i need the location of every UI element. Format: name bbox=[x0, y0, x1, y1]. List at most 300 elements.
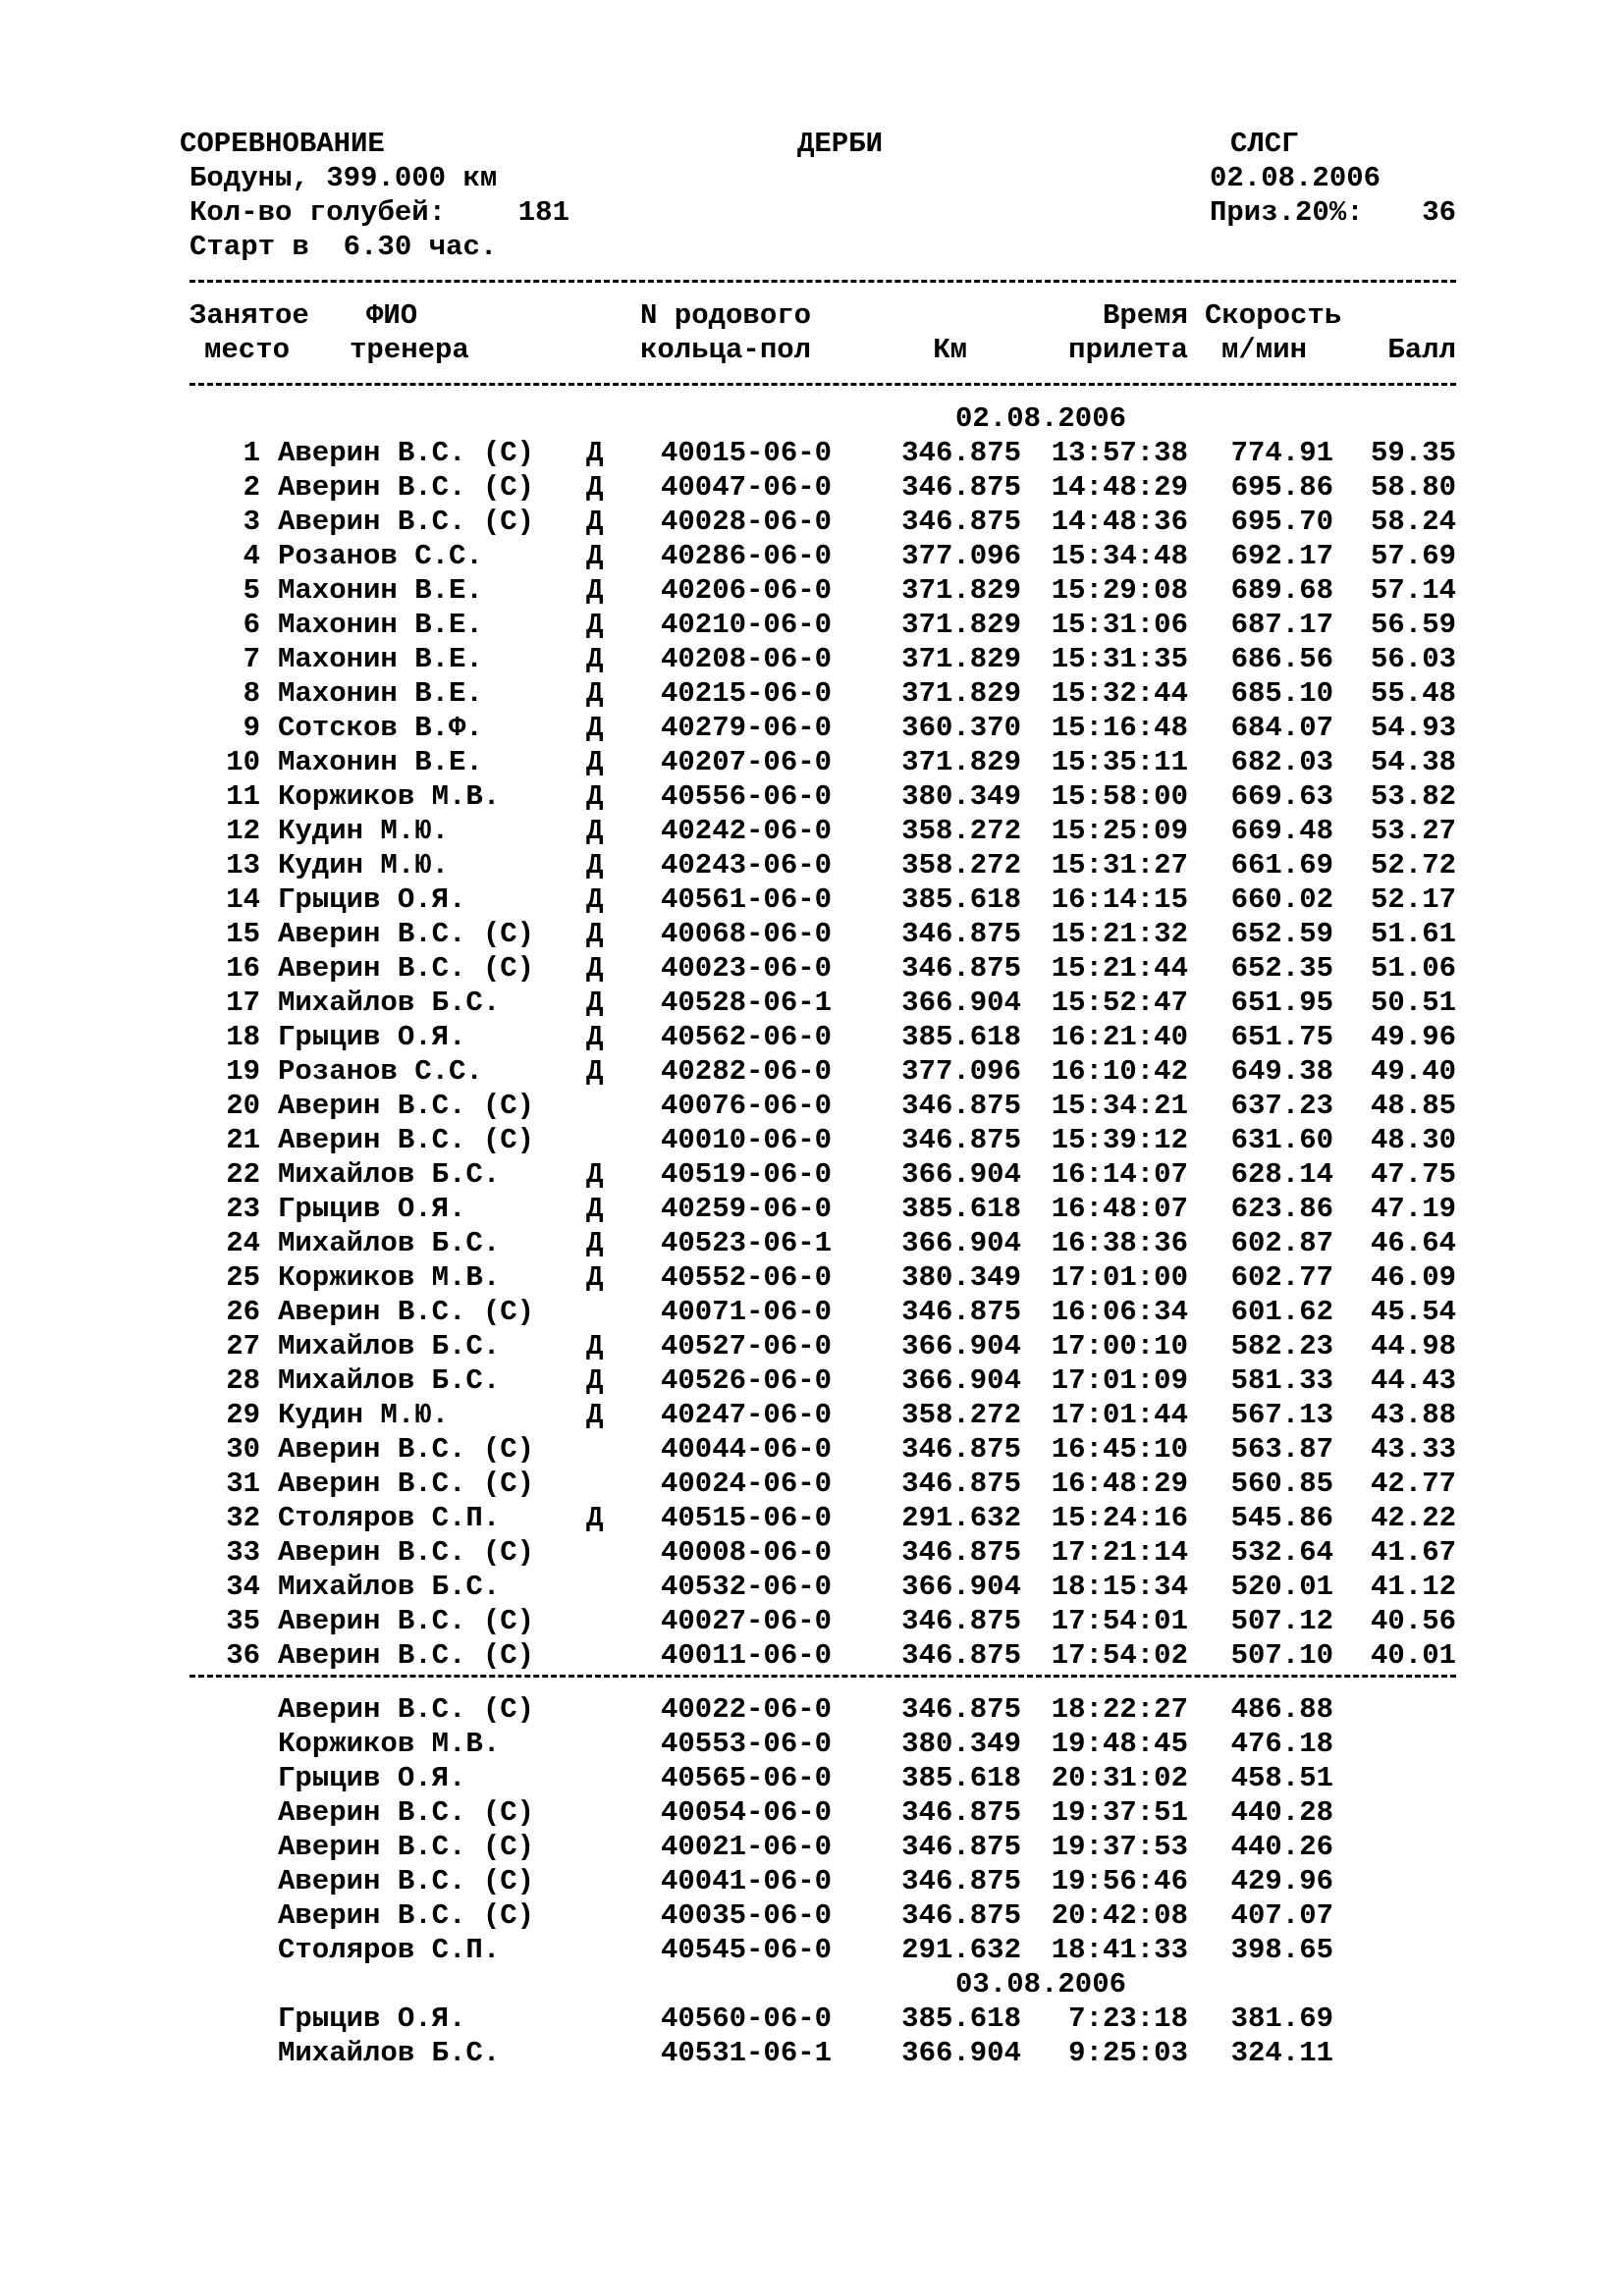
trainer-name-cell: Махонин В.Е. bbox=[278, 609, 483, 641]
sex-cell: Д bbox=[586, 780, 604, 813]
speed-cell: 685.10 bbox=[1230, 677, 1333, 710]
speed-cell: 649.38 bbox=[1230, 1055, 1333, 1088]
table-row bbox=[0, 1501, 1624, 1535]
speed-cell: 684.07 bbox=[1230, 712, 1333, 744]
sex-cell: Д bbox=[586, 677, 604, 710]
distance-cell: 371.829 bbox=[901, 609, 1021, 641]
sex-cell: Д bbox=[586, 987, 604, 1019]
arrival-time-cell: 17:00:10 bbox=[1051, 1330, 1188, 1362]
table-row bbox=[0, 2002, 1624, 2036]
distance-cell: 346.875 bbox=[901, 1693, 1021, 1726]
distance-cell: 346.875 bbox=[901, 952, 1021, 985]
speed-cell: 507.12 bbox=[1230, 1605, 1333, 1637]
points-cell: 57.69 bbox=[1370, 540, 1456, 572]
arrival-time-cell: 18:22:27 bbox=[1051, 1693, 1188, 1726]
date-group-day2: 03.08.2006 bbox=[954, 1968, 1127, 2001]
points-cell: 55.48 bbox=[1370, 677, 1456, 710]
col-place-l2: место bbox=[204, 334, 291, 366]
trainer-name-cell: Столяров С.П. bbox=[278, 1934, 501, 1966]
table-row bbox=[0, 986, 1624, 1020]
arrival-time-cell: 15:39:12 bbox=[1051, 1124, 1188, 1156]
ring-number-cell: 40523-06-1 bbox=[661, 1227, 833, 1259]
place-distance: Бодуны, 399.000 км bbox=[189, 162, 498, 194]
speed-cell: 652.35 bbox=[1230, 952, 1333, 985]
distance-cell: 291.632 bbox=[901, 1934, 1021, 1966]
arrival-time-cell: 18:15:34 bbox=[1051, 1571, 1188, 1603]
ring-number-cell: 40208-06-0 bbox=[661, 643, 833, 675]
distance-cell: 346.875 bbox=[901, 437, 1021, 469]
distance-cell: 366.904 bbox=[901, 1227, 1021, 1259]
table-row bbox=[0, 1089, 1624, 1123]
sex-cell: Д bbox=[586, 746, 604, 778]
trainer-name-cell: Аверин В.С. (С) bbox=[278, 1865, 535, 1897]
col-name-l1: ФИО bbox=[366, 299, 418, 332]
arrival-time-cell: 15:16:48 bbox=[1051, 712, 1188, 744]
sex-cell: Д bbox=[586, 849, 604, 881]
ring-number-cell: 40532-06-0 bbox=[661, 1571, 833, 1603]
table-row bbox=[0, 1020, 1624, 1054]
points-cell: 53.27 bbox=[1370, 815, 1456, 847]
sex-cell: Д bbox=[586, 540, 604, 572]
points-cell: 58.24 bbox=[1370, 506, 1456, 538]
place-cell: 19 bbox=[226, 1055, 260, 1088]
place-cell: 15 bbox=[226, 918, 260, 950]
table-row bbox=[0, 848, 1624, 882]
arrival-time-cell: 7:23:18 bbox=[1068, 2002, 1188, 2035]
distance-cell: 371.829 bbox=[901, 574, 1021, 607]
distance-cell: 358.272 bbox=[901, 849, 1021, 881]
points-cell: 44.98 bbox=[1370, 1330, 1456, 1362]
trainer-name-cell: Грыцив О.Я. bbox=[278, 1193, 466, 1225]
table-row bbox=[0, 676, 1624, 711]
place-cell: 28 bbox=[226, 1364, 260, 1397]
distance-cell: 371.829 bbox=[901, 746, 1021, 778]
speed-cell: 381.69 bbox=[1230, 2002, 1333, 2035]
col-time-l1: Время bbox=[1102, 299, 1188, 332]
arrival-time-cell: 15:35:11 bbox=[1051, 746, 1188, 778]
arrival-time-cell: 15:34:48 bbox=[1051, 540, 1188, 572]
table-row bbox=[0, 436, 1624, 470]
table-row bbox=[0, 1329, 1624, 1363]
trainer-name-cell: Коржиков М.В. bbox=[278, 1261, 501, 1294]
separator bbox=[189, 1675, 1456, 1678]
speed-cell: 407.07 bbox=[1230, 1899, 1333, 1932]
col-speed-l2: м/мин bbox=[1221, 334, 1308, 366]
competition-name: ДЕРБИ bbox=[797, 128, 884, 160]
distance-cell: 385.618 bbox=[901, 1193, 1021, 1225]
points-cell: 49.96 bbox=[1370, 1021, 1456, 1053]
speed-cell: 532.64 bbox=[1230, 1536, 1333, 1569]
points-cell: 57.14 bbox=[1370, 574, 1456, 607]
points-cell: 49.40 bbox=[1370, 1055, 1456, 1088]
trainer-name-cell: Грыцив О.Я. bbox=[278, 883, 466, 916]
arrival-time-cell: 15:25:09 bbox=[1051, 815, 1188, 847]
distance-cell: 377.096 bbox=[901, 540, 1021, 572]
arrival-time-cell: 15:31:06 bbox=[1051, 609, 1188, 641]
place-cell: 33 bbox=[226, 1536, 260, 1569]
place-cell: 24 bbox=[226, 1227, 260, 1259]
ring-number-cell: 40526-06-0 bbox=[661, 1364, 833, 1397]
trainer-name-cell: Аверин В.С. (С) bbox=[278, 1899, 535, 1932]
trainer-name-cell: Аверин В.С. (С) bbox=[278, 1639, 535, 1672]
table-row bbox=[0, 779, 1624, 814]
points-cell: 43.33 bbox=[1370, 1433, 1456, 1466]
table-row bbox=[0, 917, 1624, 951]
table-row bbox=[0, 642, 1624, 676]
distance-cell: 377.096 bbox=[901, 1055, 1021, 1088]
trainer-name-cell: Аверин В.С. (С) bbox=[278, 506, 535, 538]
distance-cell: 380.349 bbox=[901, 1728, 1021, 1760]
trainer-name-cell: Аверин В.С. (С) bbox=[278, 471, 535, 504]
prize-count: 36 bbox=[1422, 196, 1456, 229]
arrival-time-cell: 17:54:02 bbox=[1051, 1639, 1188, 1672]
ring-number-cell: 40207-06-0 bbox=[661, 746, 833, 778]
place-cell: 23 bbox=[226, 1193, 260, 1225]
place-cell: 32 bbox=[226, 1502, 260, 1534]
points-cell: 52.72 bbox=[1370, 849, 1456, 881]
speed-cell: 695.86 bbox=[1230, 471, 1333, 504]
points-cell: 59.35 bbox=[1370, 437, 1456, 469]
ring-number-cell: 40519-06-0 bbox=[661, 1158, 833, 1191]
trainer-name-cell: Кудин М.Ю. bbox=[278, 1399, 450, 1431]
ring-number-cell: 40545-06-0 bbox=[661, 1934, 833, 1966]
col-ring-l2: кольца-пол bbox=[640, 334, 812, 366]
ring-number-cell: 40028-06-0 bbox=[661, 506, 833, 538]
place-cell: 26 bbox=[226, 1296, 260, 1328]
points-cell: 43.88 bbox=[1370, 1399, 1456, 1431]
trainer-name-cell: Махонин В.Е. bbox=[278, 746, 483, 778]
place-cell: 16 bbox=[226, 952, 260, 985]
trainer-name-cell: Аверин В.С. (С) bbox=[278, 1536, 535, 1569]
distance-cell: 346.875 bbox=[901, 506, 1021, 538]
trainer-name-cell: Махонин В.Е. bbox=[278, 643, 483, 675]
distance-cell: 360.370 bbox=[901, 712, 1021, 744]
trainer-name-cell: Кудин М.Ю. bbox=[278, 815, 450, 847]
speed-cell: 631.60 bbox=[1230, 1124, 1333, 1156]
trainer-name-cell: Михайлов Б.С. bbox=[278, 1330, 501, 1362]
sex-cell: Д bbox=[586, 1021, 604, 1053]
arrival-time-cell: 14:48:36 bbox=[1051, 506, 1188, 538]
arrival-time-cell: 16:48:07 bbox=[1051, 1193, 1188, 1225]
speed-cell: 398.65 bbox=[1230, 1934, 1333, 1966]
trainer-name-cell: Аверин В.С. (С) bbox=[278, 1296, 535, 1328]
points-cell: 46.09 bbox=[1370, 1261, 1456, 1294]
trainer-name-cell: Аверин В.С. (С) bbox=[278, 1433, 535, 1466]
arrival-time-cell: 13:57:38 bbox=[1051, 437, 1188, 469]
speed-cell: 686.56 bbox=[1230, 643, 1333, 675]
table-row bbox=[0, 1727, 1624, 1761]
table-row bbox=[0, 1692, 1624, 1727]
sex-cell: Д bbox=[586, 883, 604, 916]
trainer-name-cell: Махонин В.Е. bbox=[278, 677, 483, 710]
trainer-name-cell: Розанов С.С. bbox=[278, 1055, 483, 1088]
table-row bbox=[0, 608, 1624, 642]
speed-cell: 520.01 bbox=[1230, 1571, 1333, 1603]
ring-number-cell: 40027-06-0 bbox=[661, 1605, 833, 1637]
points-cell: 41.12 bbox=[1370, 1571, 1456, 1603]
points-cell: 46.64 bbox=[1370, 1227, 1456, 1259]
ring-number-cell: 40071-06-0 bbox=[661, 1296, 833, 1328]
ring-number-cell: 40552-06-0 bbox=[661, 1261, 833, 1294]
speed-cell: 476.18 bbox=[1230, 1728, 1333, 1760]
table-row bbox=[0, 1192, 1624, 1226]
distance-cell: 371.829 bbox=[901, 677, 1021, 710]
table-row bbox=[0, 1535, 1624, 1570]
speed-cell: 774.91 bbox=[1230, 437, 1333, 469]
ring-number-cell: 40215-06-0 bbox=[661, 677, 833, 710]
arrival-time-cell: 16:21:40 bbox=[1051, 1021, 1188, 1053]
place-cell: 14 bbox=[226, 883, 260, 916]
ring-number-cell: 40024-06-0 bbox=[661, 1468, 833, 1500]
sex-cell: Д bbox=[586, 1158, 604, 1191]
table-row bbox=[0, 1604, 1624, 1638]
arrival-time-cell: 15:32:44 bbox=[1051, 677, 1188, 710]
sex-cell: Д bbox=[586, 471, 604, 504]
arrival-time-cell: 17:01:00 bbox=[1051, 1261, 1188, 1294]
ring-number-cell: 40010-06-0 bbox=[661, 1124, 833, 1156]
sex-cell: Д bbox=[586, 1055, 604, 1088]
place-cell: 18 bbox=[226, 1021, 260, 1053]
place-cell: 8 bbox=[243, 677, 260, 710]
table-row bbox=[0, 539, 1624, 573]
speed-cell: 669.48 bbox=[1230, 815, 1333, 847]
trainer-name-cell: Аверин В.С. (С) bbox=[278, 952, 535, 985]
trainer-name-cell: Аверин В.С. (С) bbox=[278, 1090, 535, 1122]
sex-cell: Д bbox=[586, 506, 604, 538]
table-row bbox=[0, 1054, 1624, 1089]
place-cell: 1 bbox=[243, 437, 260, 469]
points-cell: 48.30 bbox=[1370, 1124, 1456, 1156]
col-speed-l1: Скорость bbox=[1205, 299, 1342, 332]
points-cell: 54.38 bbox=[1370, 746, 1456, 778]
trainer-name-cell: Грыцив О.Я. bbox=[278, 1762, 466, 1794]
sex-cell: Д bbox=[586, 1330, 604, 1362]
arrival-time-cell: 15:21:32 bbox=[1051, 918, 1188, 950]
speed-cell: 602.87 bbox=[1230, 1227, 1333, 1259]
place-cell: 10 bbox=[226, 746, 260, 778]
sex-cell: Д bbox=[586, 1227, 604, 1259]
table-row bbox=[0, 1123, 1624, 1157]
ring-number-cell: 40531-06-1 bbox=[661, 2037, 833, 2069]
trainer-name-cell: Сотсков В.Ф. bbox=[278, 712, 483, 744]
distance-cell: 366.904 bbox=[901, 1364, 1021, 1397]
ring-number-cell: 40243-06-0 bbox=[661, 849, 833, 881]
ring-number-cell: 40561-06-0 bbox=[661, 883, 833, 916]
table-row bbox=[0, 814, 1624, 848]
place-cell: 21 bbox=[226, 1124, 260, 1156]
sex-cell: Д bbox=[586, 574, 604, 607]
speed-cell: 689.68 bbox=[1230, 574, 1333, 607]
sex-cell: Д bbox=[586, 952, 604, 985]
points-cell: 48.85 bbox=[1370, 1090, 1456, 1122]
trainer-name-cell: Махонин В.Е. bbox=[278, 574, 483, 607]
speed-cell: 652.59 bbox=[1230, 918, 1333, 950]
place-cell: 27 bbox=[226, 1330, 260, 1362]
birds-count: 181 bbox=[517, 196, 569, 229]
ring-number-cell: 40035-06-0 bbox=[661, 1899, 833, 1932]
start-time: Старт в 6.30 час. bbox=[189, 231, 498, 263]
table-row bbox=[0, 1761, 1624, 1795]
distance-cell: 346.875 bbox=[901, 1899, 1021, 1932]
trainer-name-cell: Грыцив О.Я. bbox=[278, 2002, 466, 2035]
table-row bbox=[0, 1226, 1624, 1260]
trainer-name-cell: Аверин В.С. (С) bbox=[278, 1468, 535, 1500]
ring-number-cell: 40562-06-0 bbox=[661, 1021, 833, 1053]
ring-number-cell: 40556-06-0 bbox=[661, 780, 833, 813]
arrival-time-cell: 15:24:16 bbox=[1051, 1502, 1188, 1534]
ring-number-cell: 40008-06-0 bbox=[661, 1536, 833, 1569]
ring-number-cell: 40242-06-0 bbox=[661, 815, 833, 847]
ring-number-cell: 40282-06-0 bbox=[661, 1055, 833, 1088]
table-row bbox=[0, 711, 1624, 745]
col-km-l2: Км bbox=[933, 334, 967, 366]
points-cell: 42.22 bbox=[1370, 1502, 1456, 1534]
trainer-name-cell: Михайлов Б.С. bbox=[278, 1571, 501, 1603]
distance-cell: 380.349 bbox=[901, 1261, 1021, 1294]
speed-cell: 507.10 bbox=[1230, 1639, 1333, 1672]
place-cell: 31 bbox=[226, 1468, 260, 1500]
table-row bbox=[0, 573, 1624, 608]
trainer-name-cell: Коржиков М.В. bbox=[278, 1728, 501, 1760]
trainer-name-cell: Михайлов Б.С. bbox=[278, 2037, 501, 2069]
place-cell: 30 bbox=[226, 1433, 260, 1466]
distance-cell: 346.875 bbox=[901, 1468, 1021, 1500]
trainer-name-cell: Столяров С.П. bbox=[278, 1502, 501, 1534]
arrival-time-cell: 19:37:51 bbox=[1051, 1796, 1188, 1829]
ring-number-cell: 40515-06-0 bbox=[661, 1502, 833, 1534]
ring-number-cell: 40015-06-0 bbox=[661, 437, 833, 469]
place-cell: 22 bbox=[226, 1158, 260, 1191]
place-cell: 34 bbox=[226, 1571, 260, 1603]
arrival-time-cell: 15:29:08 bbox=[1051, 574, 1188, 607]
distance-cell: 346.875 bbox=[901, 1605, 1021, 1637]
points-cell: 50.51 bbox=[1370, 987, 1456, 1019]
speed-cell: 660.02 bbox=[1230, 883, 1333, 916]
speed-cell: 692.17 bbox=[1230, 540, 1333, 572]
place-cell: 4 bbox=[243, 540, 260, 572]
race-date: 02.08.2006 bbox=[1210, 162, 1381, 194]
ring-number-cell: 40041-06-0 bbox=[661, 1865, 833, 1897]
arrival-time-cell: 15:34:21 bbox=[1051, 1090, 1188, 1122]
arrival-time-cell: 15:31:35 bbox=[1051, 643, 1188, 675]
speed-cell: 651.75 bbox=[1230, 1021, 1333, 1053]
distance-cell: 358.272 bbox=[901, 1399, 1021, 1431]
speed-cell: 628.14 bbox=[1230, 1158, 1333, 1191]
speed-cell: 581.33 bbox=[1230, 1364, 1333, 1397]
table-row bbox=[0, 1295, 1624, 1329]
sex-cell: Д bbox=[586, 1193, 604, 1225]
distance-cell: 346.875 bbox=[901, 1639, 1021, 1672]
trainer-name-cell: Аверин В.С. (С) bbox=[278, 1124, 535, 1156]
table-row bbox=[0, 1933, 1624, 1967]
table-row bbox=[0, 470, 1624, 505]
arrival-time-cell: 9:25:03 bbox=[1068, 2037, 1188, 2069]
arrival-time-cell: 19:48:45 bbox=[1051, 1728, 1188, 1760]
ring-number-cell: 40560-06-0 bbox=[661, 2002, 833, 2035]
place-cell: 35 bbox=[226, 1605, 260, 1637]
points-cell: 56.59 bbox=[1370, 609, 1456, 641]
speed-cell: 687.17 bbox=[1230, 609, 1333, 641]
speed-cell: 458.51 bbox=[1230, 1762, 1333, 1794]
arrival-time-cell: 16:14:15 bbox=[1051, 883, 1188, 916]
table-row bbox=[0, 1638, 1624, 1673]
speed-cell: 560.85 bbox=[1230, 1468, 1333, 1500]
sex-cell: Д bbox=[586, 437, 604, 469]
trainer-name-cell: Кудин М.Ю. bbox=[278, 849, 450, 881]
points-cell: 47.19 bbox=[1370, 1193, 1456, 1225]
speed-cell: 567.13 bbox=[1230, 1399, 1333, 1431]
arrival-time-cell: 20:31:02 bbox=[1051, 1762, 1188, 1794]
distance-cell: 366.904 bbox=[901, 1330, 1021, 1362]
sex-cell: Д bbox=[586, 1502, 604, 1534]
arrival-time-cell: 17:01:44 bbox=[1051, 1399, 1188, 1431]
distance-cell: 385.618 bbox=[901, 1762, 1021, 1794]
distance-cell: 346.875 bbox=[901, 918, 1021, 950]
distance-cell: 366.904 bbox=[901, 987, 1021, 1019]
table-row bbox=[0, 882, 1624, 917]
points-cell: 53.82 bbox=[1370, 780, 1456, 813]
trainer-name-cell: Михайлов Б.С. bbox=[278, 1364, 501, 1397]
speed-cell: 324.11 bbox=[1230, 2037, 1333, 2069]
distance-cell: 346.875 bbox=[901, 1296, 1021, 1328]
ring-number-cell: 40022-06-0 bbox=[661, 1693, 833, 1726]
speed-cell: 651.95 bbox=[1230, 987, 1333, 1019]
table-row bbox=[0, 1795, 1624, 1830]
arrival-time-cell: 16:10:42 bbox=[1051, 1055, 1188, 1088]
points-cell: 54.93 bbox=[1370, 712, 1456, 744]
arrival-time-cell: 17:01:09 bbox=[1051, 1364, 1188, 1397]
place-cell: 13 bbox=[226, 849, 260, 881]
points-cell: 40.01 bbox=[1370, 1639, 1456, 1672]
table-row bbox=[0, 951, 1624, 986]
sex-cell: Д bbox=[586, 712, 604, 744]
points-cell: 56.03 bbox=[1370, 643, 1456, 675]
trainer-name-cell: Аверин В.С. (С) bbox=[278, 1605, 535, 1637]
trainer-name-cell: Коржиков М.В. bbox=[278, 780, 501, 813]
prize-label: Приз.20%: bbox=[1210, 196, 1364, 229]
place-cell: 25 bbox=[226, 1261, 260, 1294]
table-row bbox=[0, 1830, 1624, 1864]
ring-number-cell: 40247-06-0 bbox=[661, 1399, 833, 1431]
ring-number-cell: 40011-06-0 bbox=[661, 1639, 833, 1672]
arrival-time-cell: 19:37:53 bbox=[1051, 1831, 1188, 1863]
distance-cell: 366.904 bbox=[901, 1571, 1021, 1603]
table-row bbox=[0, 505, 1624, 539]
place-cell: 5 bbox=[243, 574, 260, 607]
speed-cell: 682.03 bbox=[1230, 746, 1333, 778]
table-row bbox=[0, 1467, 1624, 1501]
table-row bbox=[0, 2036, 1624, 2070]
arrival-time-cell: 16:06:34 bbox=[1051, 1296, 1188, 1328]
speed-cell: 429.96 bbox=[1230, 1865, 1333, 1897]
sex-cell: Д bbox=[586, 918, 604, 950]
place-cell: 11 bbox=[226, 780, 260, 813]
ring-number-cell: 40068-06-0 bbox=[661, 918, 833, 950]
distance-cell: 358.272 bbox=[901, 815, 1021, 847]
ring-number-cell: 40206-06-0 bbox=[661, 574, 833, 607]
ring-number-cell: 40286-06-0 bbox=[661, 540, 833, 572]
table-row bbox=[0, 1864, 1624, 1898]
trainer-name-cell: Грыцив О.Я. bbox=[278, 1021, 466, 1053]
place-cell: 17 bbox=[226, 987, 260, 1019]
ring-number-cell: 40044-06-0 bbox=[661, 1433, 833, 1466]
trainer-name-cell: Аверин В.С. (С) bbox=[278, 918, 535, 950]
ring-number-cell: 40054-06-0 bbox=[661, 1796, 833, 1829]
arrival-time-cell: 15:58:00 bbox=[1051, 780, 1188, 813]
speed-cell: 563.87 bbox=[1230, 1433, 1333, 1466]
ring-number-cell: 40565-06-0 bbox=[661, 1762, 833, 1794]
distance-cell: 346.875 bbox=[901, 471, 1021, 504]
